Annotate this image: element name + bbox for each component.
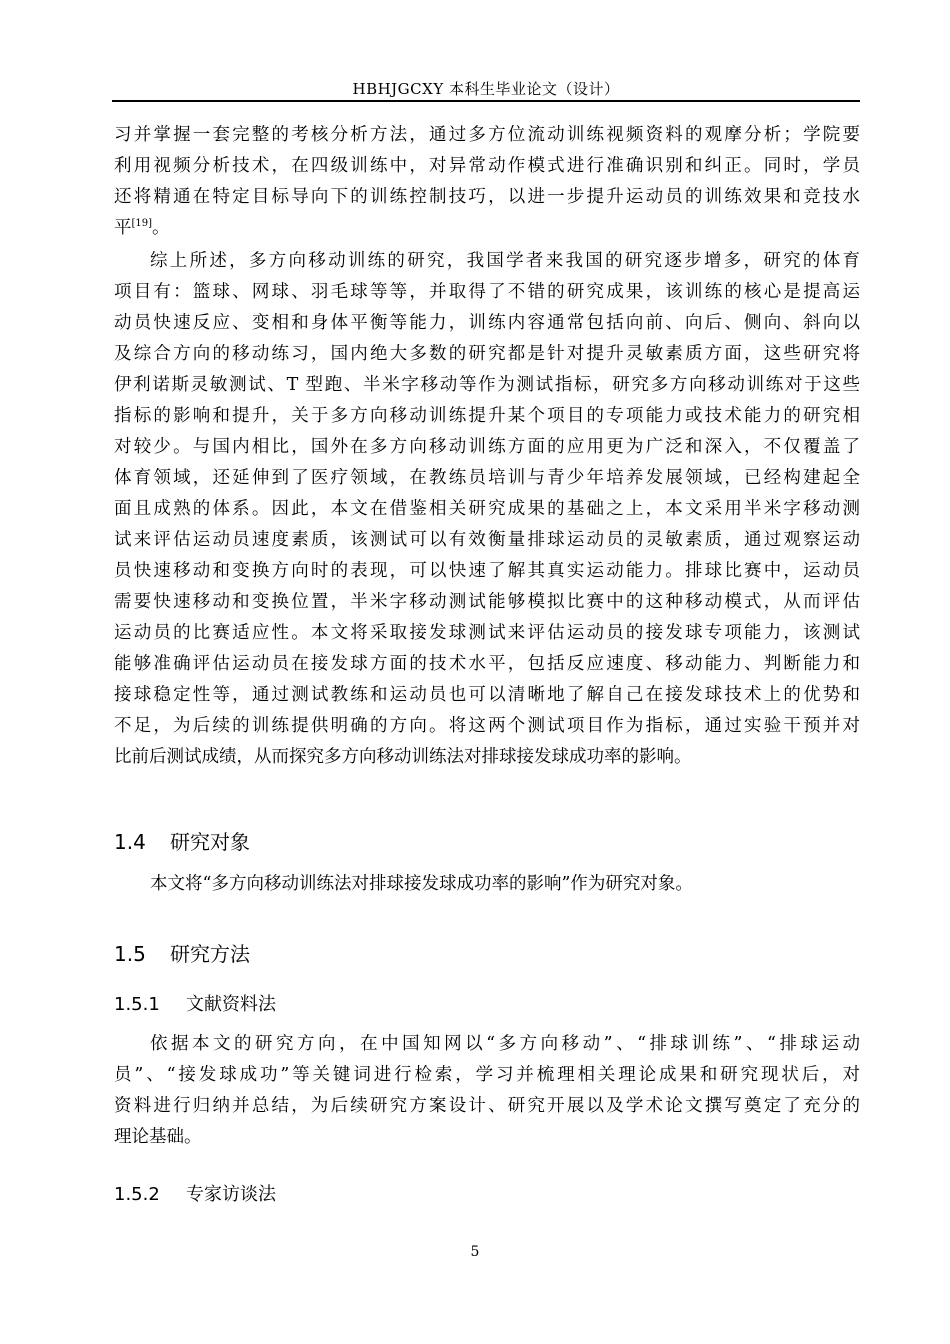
text-line: 理论基础。 <box>114 1127 202 1147</box>
section-number: 1.5 <box>114 942 146 966</box>
subsection-heading-1-5-1 <box>114 990 276 1016</box>
text-line: 本文将“多方向移动训练法对排球接发球成功率的影响”作为研究对象。 <box>150 874 693 894</box>
text-line: 综上所述，多方向移动训练的研究，我国学者来我国的研究逐步增多，研究的体育 <box>150 251 860 271</box>
text-line: 还将精通在特定目标导向下的训练控制技巧，以进一步提升运动员的训练效果和竞技水 <box>114 187 860 207</box>
text-line: 习并掌握一套完整的考核分析方法，通过多方位流动训练视频资料的观摩分析；学院要 <box>114 125 860 145</box>
subsection-number: 1.5.1 <box>114 994 160 1015</box>
text-line: 伊利诺斯灵敏测试、T 型跑、半米字移动等作为测试指标，研究多方向移动训练对于这些 <box>114 375 860 395</box>
paragraph-continuation <box>114 120 860 244</box>
text-line: 利用视频分析技术，在四级训练中，对异常动作模式进行准确识别和纠正。同时，学员 <box>114 156 860 176</box>
text-line: 能够准确评估运动员在接发球方面的技术水平，包括反应速度、移动能力、判断能力和 <box>114 654 860 674</box>
paragraph-summary <box>114 246 860 773</box>
text-fragment: 平 <box>114 218 132 238</box>
header-divider <box>112 100 860 102</box>
subsection-heading-1-5-2 <box>114 1180 276 1206</box>
paragraph-research-object <box>114 869 860 900</box>
text-line: 员”、“接发球成功”等关键词进行检索，学习并梳理相关理论成果和研究现状后，对 <box>114 1065 860 1085</box>
running-header: HBHJGCXY 本科生毕业论文（设计） <box>352 80 620 98</box>
section-number: 1.4 <box>114 830 146 854</box>
section-title: 研究对象 <box>170 830 250 854</box>
section-heading-1-5 <box>114 938 250 967</box>
section-heading-1-4 <box>114 826 250 855</box>
text-line: 接球稳定性等，通过测试教练和运动员也可以清晰地了解自己在接发球技术上的优势和 <box>114 685 860 705</box>
paragraph-literature-method <box>114 1029 860 1153</box>
text-line <box>114 213 860 244</box>
subsection-number: 1.5.2 <box>114 1184 160 1205</box>
text-line: 比前后测试成绩，从而探究多方向移动训练法对排球接发球成功率的影响。 <box>114 747 692 767</box>
citation-ref: [19] <box>131 218 153 229</box>
text-line: 动员快速反应、变相和身体平衡等能力，训练内容通常包括向前、向后、侧向、斜向以 <box>114 313 860 333</box>
text-line: 及综合方向的移动练习，国内绝大多数的研究都是针对提升灵敏素质方面，这些研究将 <box>114 344 860 364</box>
text-fragment: 。 <box>152 218 170 238</box>
text-line: 运动员的比赛适应性。本文将采取接发球测试来评估运动员的接发球专项能力，该测试 <box>114 623 860 643</box>
text-line: 对较少。与国内相比，国外在多方向移动训练方面的应用更为广泛和深入，不仅覆盖了 <box>114 437 860 457</box>
section-title: 研究方法 <box>170 942 250 966</box>
text-line: 试来评估运动员速度素质，该测试可以有效衡量排球运动员的灵敏素质，通过观察运动 <box>114 530 860 550</box>
text-line: 体育领域，还延伸到了医疗领域，在教练员培训与青少年培养发展领域，已经构建起全 <box>114 468 860 488</box>
text-line: 员快速移动和变换方向时的表现，可以快速了解其真实运动能力。排球比赛中，运动员 <box>114 561 860 581</box>
text-line: 资料进行归纳并总结，为后续研究方案设计、研究开展以及学术论文撰写奠定了充分的 <box>114 1096 860 1116</box>
subsection-title: 文献资料法 <box>186 994 276 1015</box>
text-line: 不足，为后续的训练提供明确的方向。将这两个测试项目作为指标，通过实验干预并对 <box>114 716 860 736</box>
text-line: 需要快速移动和变换位置，半米字移动测试能够模拟比赛中的这种移动模式，从而评估 <box>114 592 860 612</box>
text-line: 项目有：篮球、网球、羽毛球等等，并取得了不错的研究成果，该训练的核心是提高运 <box>114 282 860 302</box>
text-line: 依据本文的研究方向，在中国知网以“多方向移动”、“排球训练”、“排球运动 <box>150 1034 860 1054</box>
text-line: 指标的影响和提升，关于多方向移动训练提升某个项目的专项能力或技术能力的研究相 <box>114 406 860 426</box>
page-number: 5 <box>470 1244 480 1260</box>
subsection-title: 专家访谈法 <box>186 1184 276 1205</box>
text-line: 面且成熟的体系。因此，本文在借鉴相关研究成果的基础之上，本文采用半米字移动测 <box>114 499 860 519</box>
